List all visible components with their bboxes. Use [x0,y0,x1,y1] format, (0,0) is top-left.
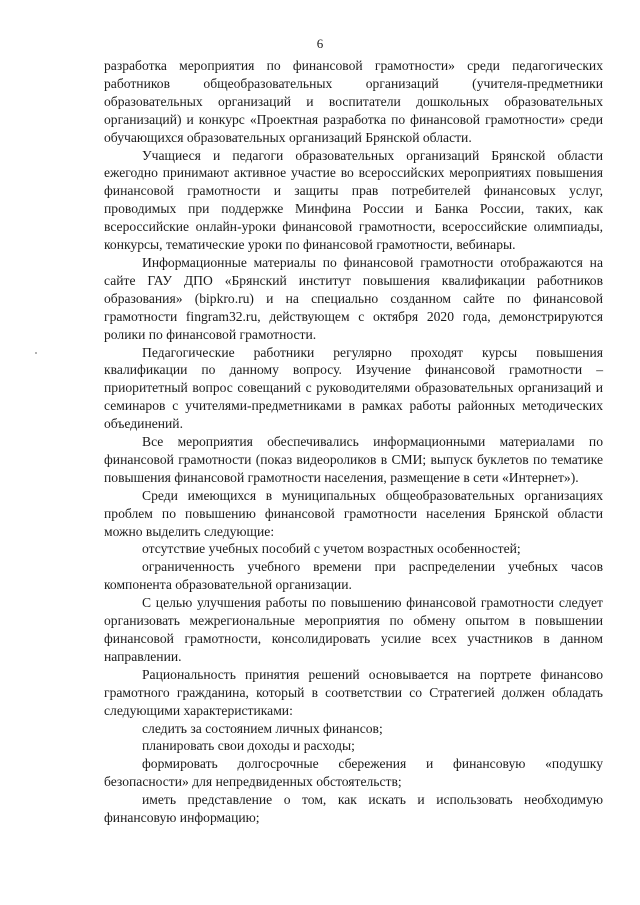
list-item-problem-1: отсутствие учебных пособий с учетом возрастных особенностей; [142,541,521,557]
paragraph-problems-intro: Среди имеющихся в муниципальных общеобразовательных организациях проблем по повышению финансовой грамотности населения Брянской области можно выделить следующие: [104,487,603,539]
paragraph-continuation: разработка мероприятия по финансовой грамотности» среди педагогических работников общеобразовательных организаций (учителя-предметники образовательных организаций и воспитатели дошкольных образовательных организаций) и конкурс «Проектная разработка по финансовой грамотности» среди обучающихся образовательных организаций Брянской области. [104,58,603,145]
paragraph-participation: Учащиеся и педагоги образовательных организаций Брянской области ежегодно принимают активное участие во всероссийских мероприятиях повышения финансовой грамотности и защиты прав потребителей финансовых услуг, проводимых при поддержке Минфина России и Банка России, таких, как всероссийские онлайн-уроки финансовой грамотности, всероссийские олимпиады, конкурсы, тематические уроки по финансовой грамотности, вебинары. [104,147,603,253]
list-item-characteristic-1: следить за состоянием личных финансов; [142,720,383,736]
list-item-problem-2: ограниченность учебного времени при распределении учебных часов компонента образовательной организации. [104,559,603,593]
paragraph-rationality: Рациональность принятия решений основывается на портрете финансово грамотного гражданина, который в соответствии со Стратегией должен обладать следующими характеристиками: [104,666,603,718]
page-body [104,57,603,827]
paragraph-teacher-training: Педагогические работники регулярно проходят курсы повышения квалификации по данному вопросу. Изучение финансовой грамотности – приоритетный вопрос совещаний с руководителями образовательных организаций и семинаров с учителями-предметниками в рамках работы районных методических объединений. [104,344,603,432]
list-item-characteristic-3: формировать долгосрочные сбережения и финансовую «подушку безопасности» для непредвиденных обстоятельств; [104,756,603,790]
list-item-characteristic-2: планировать свои доходы и расходы; [142,738,355,754]
paragraph-improvement: С целью улучшения работы по повышению финансовой грамотности следует организовать межрегиональные мероприятия по обмену опытом в повышении финансовой грамотности, консолидировать усилие всех участников в данном направлении. [104,595,603,664]
paragraph-info-materials: Информационные материалы по финансовой грамотности отображаются на сайте ГАУ ДПО «Брянский институт повышения квалификации работников образования» (bipkro.ru) и на специально созданном сайте по финансовой грамотности fingram32.ru, действующем с октября 2020 года, демонстрируются ролики по финансовой грамотности. [104,254,603,342]
list-item-characteristic-4: иметь представление о том, как искать и использовать необходимую финансовую информацию; [104,792,603,826]
paragraph-media-support: Все мероприятия обеспечивались информационными материалами по финансовой грамотности (показ видеороликов в СМИ; выпуск буклетов по тематике повышения финансовой грамотности населения, размещение в сети «Интернет»). [104,434,603,485]
scan-speck [35,352,37,354]
page-number: 6 [316,36,324,51]
